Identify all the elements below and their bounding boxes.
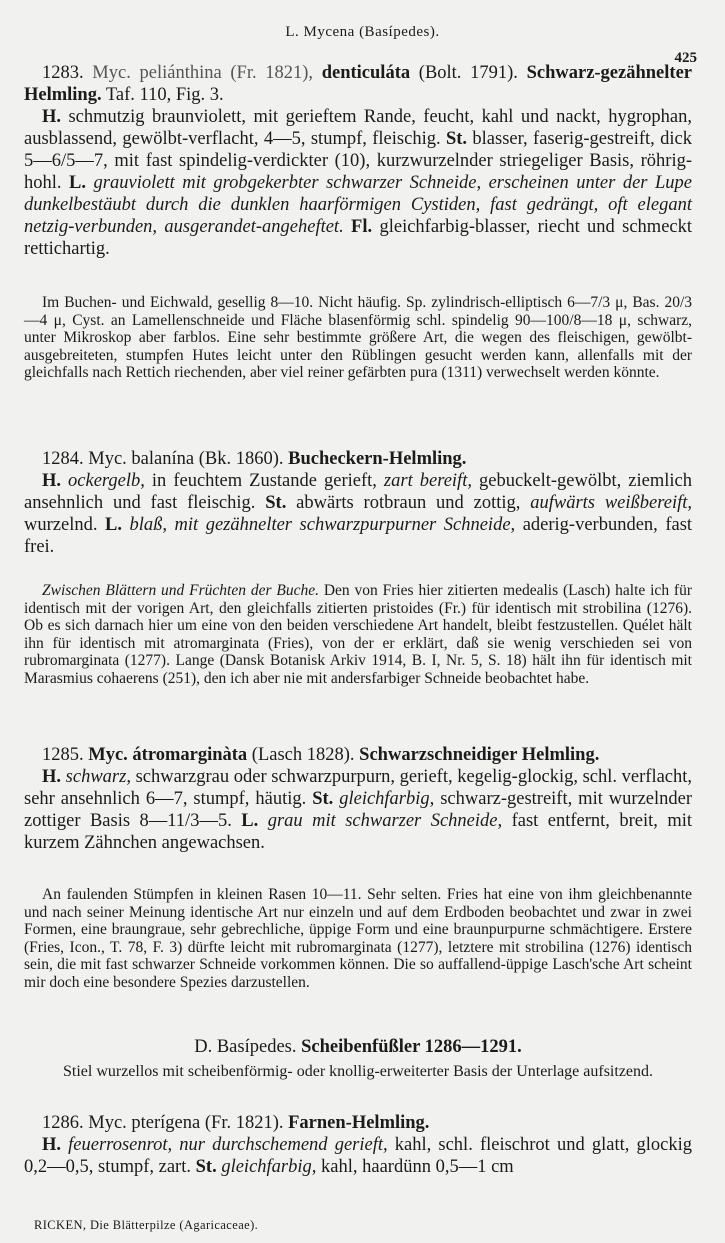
common-name: Farnen-Helmling. — [288, 1113, 430, 1133]
notes-text: Den von Fries hier zitierten medealis (Lasch) halte ich für identisch mit der vorigen Art, den gleichfalls zitierten pristoides (Fr.) für identisch mit strobilina (1276). Ob es sich darnach hier um eine von den beiden verschiedene Art handelt, bleibt festzustellen. Quélet hält ihn für identisch mit atromarginata (Fries), von der er erklärt, daß sie wenig verschieden sei von rubromarginata (1277). Lange (Dansk Botanisk Arkiv 1914, B. I, Nr. 5, S. 18) hält ihn für identisch mit Marasmius cohaerens (251), den ich aber nie mit andersfarbiger Schneide beobachtet habe. — [24, 582, 692, 687]
hut-color: ockergelb, — [68, 471, 145, 491]
common-name: Schwarzschneidiger Helmling. — [359, 745, 600, 765]
habitat-text: Zwischen Blättern und Früchten der Buche. — [42, 582, 319, 599]
label-stiel: St. — [445, 129, 468, 149]
species-name: Myc. peliánthina (Fr. 1821), — [92, 63, 314, 83]
entry-1283 — [24, 62, 692, 260]
author-citation: (Bolt. 1791). — [418, 63, 518, 83]
hut-description-3: gebuckelt-gewölbt, ziemlich ansehnlich und fast fleischig. — [24, 471, 692, 513]
species-name: Myc. balanína — [88, 449, 195, 469]
label-stiel: St. — [195, 1157, 217, 1177]
stiel-description-2: schwarz-gestreift, mit wurzelnder zottiger Basis 8—11/3—5. — [24, 789, 693, 831]
hut-color: schwarz, — [65, 767, 131, 787]
hut-color: feuerrosenrot, nur durchschemend gerieft, — [68, 1135, 388, 1155]
notes-1285: An faulenden Stümpfen in kleinen Rasen 10—11. Sehr selten. Fries hat eine von ihm gleichbenannte und nach seiner Meinung identische Art nur einzeln und auf dem Erdboden beobachtet und zwar in zwei Formen, eine braungraue, sehr gebrechliche, üppige Form und eine braunpurpurne schmächtigere. Erstere (Fries, Icon., T. 78, F. 3) dürfte leicht mit rubromarginata (1277), letztere mit strobilina (1276) identisch sein, die mit fast schwarzer Schneide vorkommen können. Die so auffallend-üppige Lasch'sche Art scheint mir doch eine besondere Spezies darzustellen. — [24, 886, 692, 991]
common-name: Schwarz-gezähnelter Helmling. — [24, 63, 692, 105]
label-fleisch: Fl. — [351, 217, 373, 237]
common-name: Bucheckern-Helmling. — [288, 449, 467, 469]
stiel-description-1: gleichfarbig, — [221, 1157, 317, 1177]
entry-number: 1283. — [42, 63, 84, 83]
notes-1284 — [24, 582, 692, 687]
running-header: L. Mycena (Basípedes). — [285, 24, 440, 40]
entry-number: 1286. — [42, 1113, 84, 1133]
lamellen-description-2: aderig-verbunden, fast frei. — [24, 515, 693, 557]
label-stiel: St. — [265, 493, 287, 513]
plate-reference: Taf. 110, Fig. 3. — [105, 85, 224, 105]
stiel-description-1: gleichfarbig, — [339, 789, 435, 809]
page-footer: RICKEN, Die Blätterpilze (Agaricaceae). — [34, 1218, 259, 1232]
stiel-description-3: wurzelnd. — [24, 515, 98, 535]
hut-description-2: zart bereift, — [383, 471, 472, 491]
lamellen-description-2: fast entfernt, breit, mit kurzem Zähnchen angewachsen. — [24, 811, 692, 853]
hut-description-1: in feuchtem Zustande gerieft, — [151, 471, 377, 491]
hut-description: schmutzig braunviolett, mit gerieftem Rande, feucht, kahl und nackt, hygrophan, ausblassend, gewölbt-verflacht, 4—5, stumpf, fleischig. — [24, 107, 693, 149]
hut-description: schwarzgrau oder schwarzpurpurn, gerieft, kegelig-glockig, schl. verflacht, sehr ansehnlich 6—7, stumpf, häutig. — [24, 767, 693, 809]
section-heading — [24, 1036, 692, 1058]
fleisch-description: gleichfarbig-blasser, riecht und schmeckt rettichartig. — [24, 217, 693, 259]
entry-number: 1285. — [42, 745, 84, 765]
entry-number: 1284. — [42, 449, 84, 469]
entry-1284 — [24, 448, 692, 558]
author-citation: (Lasch 1828). — [251, 745, 355, 765]
stiel-description-1: abwärts rotbraun und zottig, — [296, 493, 521, 513]
section-description: Stiel wurzellos mit scheibenförmig- oder knollig-erweiterter Basis der Unterlage aufsitzend. — [62, 1063, 654, 1080]
entry-1286 — [24, 1112, 692, 1178]
lamellen-description-1: grau mit schwarzer Schneide, — [267, 811, 503, 831]
label-lamellen: L. — [69, 173, 87, 193]
label-hut: H. — [42, 1135, 62, 1155]
lamellen-description: grauviolett mit grobgekerbter schwarzer Schneide, erscheinen unter der Lupe dunkelbestäubt durch die dunklen haarförmigen Cystiden, fast gedrängt, oft elegant netzig-verbunden, ausgerandet-angeheftet. — [24, 173, 693, 237]
label-stiel: St. — [312, 789, 334, 809]
stiel-description-2: kahl, haardünn 0,5—1 cm — [321, 1157, 514, 1177]
lamellen-description-1: blaß, mit gezähnelter schwarzpurpurner Schneide, — [129, 515, 516, 535]
section-title-b: Scheibenfüßler 1286—1291. — [301, 1037, 522, 1057]
stiel-description: blasser, faserig-gestreift, dick 5—6/5—7, mit fast spindelig-verdickter (10), kurzwurzelnder striegeliger Basis, röhrig-hohl. — [24, 129, 692, 193]
entry-1285 — [24, 744, 692, 854]
page-number: 425 — [674, 50, 697, 66]
species-name: Myc. pterígena — [88, 1113, 201, 1133]
author-citation: (Fr. 1821). — [204, 1113, 284, 1133]
label-lamellen: L. — [241, 811, 259, 831]
synonym-name: denticuláta — [321, 63, 411, 83]
author-citation: (Bk. 1860). — [198, 449, 284, 469]
notes-1283: Im Buchen- und Eichwald, gesellig 8—10. Nicht häufig. Sp. zylindrisch-elliptisch 6—7/3 μ, Bas. 20/3—4 μ, Cyst. an Lamellenschneide und Fläche blasenförmig schl. spindelig 90—100/8—18 μ, schwarz, unter Mikroskop aber farblos. Eine sehr bestimmte größere Art, die wegen des fleischigen, gewölbt-ausgebreiteten, stumpfen Hutes leicht unter den Rüblingen gesucht werden kann, allenfalls mit der gleichfalls nach Rettich riechenden, aber viel reiner gefärbten pura (1311) verwechselt werden könnte. — [24, 294, 692, 381]
stiel-description-2: aufwärts weißbereift, — [530, 493, 693, 513]
label-hut: H. — [42, 471, 62, 491]
species-name: Myc. átromarginàta — [88, 745, 248, 765]
label-lamellen: L. — [105, 515, 122, 535]
label-hut: H. — [42, 107, 62, 127]
section-title-a: D. Basípedes. — [194, 1037, 297, 1057]
hut-description: kahl, schl. fleischrot und glatt, glockig 0,2—0,5, stumpf, zart. — [24, 1135, 693, 1177]
label-hut: H. — [42, 767, 62, 787]
